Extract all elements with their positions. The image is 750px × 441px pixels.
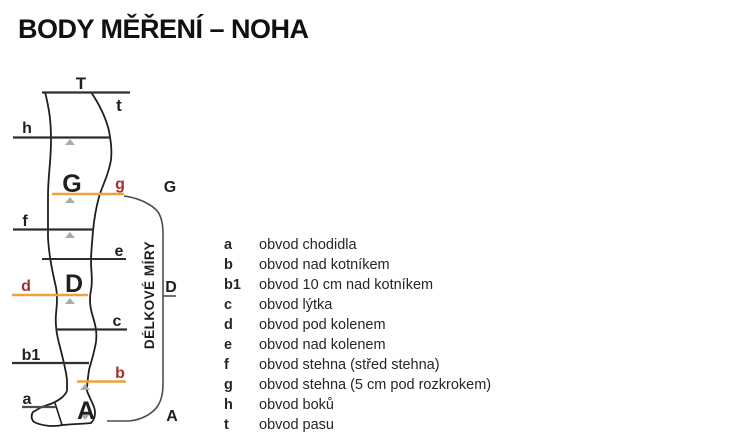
legend-key: h: [224, 397, 233, 413]
legend-item-t: [222, 415, 491, 435]
legend-item-b: [222, 255, 491, 275]
legend-item-d: [222, 315, 491, 335]
legend-label: obvod boků: [259, 397, 334, 413]
label-c: c: [112, 313, 122, 330]
legend-key: d: [224, 317, 233, 333]
legend-label: obvod nad kotníkem: [259, 257, 390, 273]
legend-item-c: [222, 295, 491, 315]
legend-label: obvod nad kolenem: [259, 337, 386, 353]
page-title: BODY MĚŘENÍ – NOHA: [18, 14, 309, 44]
marker-triangle-b: [80, 384, 90, 390]
label-a: a: [22, 391, 32, 408]
label-t: t: [116, 96, 122, 115]
label-D-big: D: [64, 270, 84, 298]
label-length-axis: DÉLKOVÉ MÍRY: [142, 240, 157, 350]
legend-item-a: [222, 235, 491, 255]
label-b1: b1: [21, 347, 41, 364]
legend-label: obvod lýtka: [259, 297, 333, 313]
label-T: T: [75, 74, 87, 93]
legend-key: e: [224, 337, 233, 353]
legend-item-e: [222, 335, 491, 355]
label-G-right: G: [163, 179, 177, 196]
legend-item-b1: [222, 275, 491, 295]
label-h: h: [22, 120, 32, 137]
legend-key: c: [224, 297, 233, 313]
leg-diagram: [0, 0, 210, 441]
label-d-red: d: [21, 278, 31, 295]
legend-label: obvod stehna (střed stehna): [259, 357, 440, 373]
legend-key: b1: [224, 277, 241, 293]
label-e: e: [114, 243, 124, 260]
legend-label: obvod 10 cm nad kotníkem: [259, 277, 434, 293]
marker-triangle-h: [65, 139, 75, 145]
label-A-big: A: [76, 397, 96, 425]
legend-label: obvod pod kolenem: [259, 317, 386, 333]
legend-label: obvod chodidla: [259, 237, 357, 253]
legend: [222, 235, 491, 435]
legend-item-h: [222, 395, 491, 415]
legend-label: obvod stehna (5 cm pod rozkrokem): [259, 377, 492, 393]
legend-key: g: [224, 377, 233, 393]
legend-key: b: [224, 257, 233, 273]
label-f: f: [22, 213, 28, 230]
legend-key: t: [224, 417, 229, 433]
label-b-red: b: [115, 365, 125, 382]
label-D-right: D: [165, 279, 177, 296]
legend-item-g: [222, 375, 491, 395]
legend-key: a: [224, 237, 233, 253]
legend-label: obvod pasu: [259, 417, 334, 433]
toe-seam-line: [55, 403, 62, 425]
label-g-red: g: [115, 176, 125, 193]
marker-triangle-d: [65, 298, 75, 304]
legend-item-f: [222, 355, 491, 375]
legend-key: f: [224, 357, 229, 373]
label-A-right: A: [166, 408, 178, 425]
marker-triangle-f: [65, 232, 75, 238]
label-G-big: G: [62, 170, 82, 198]
